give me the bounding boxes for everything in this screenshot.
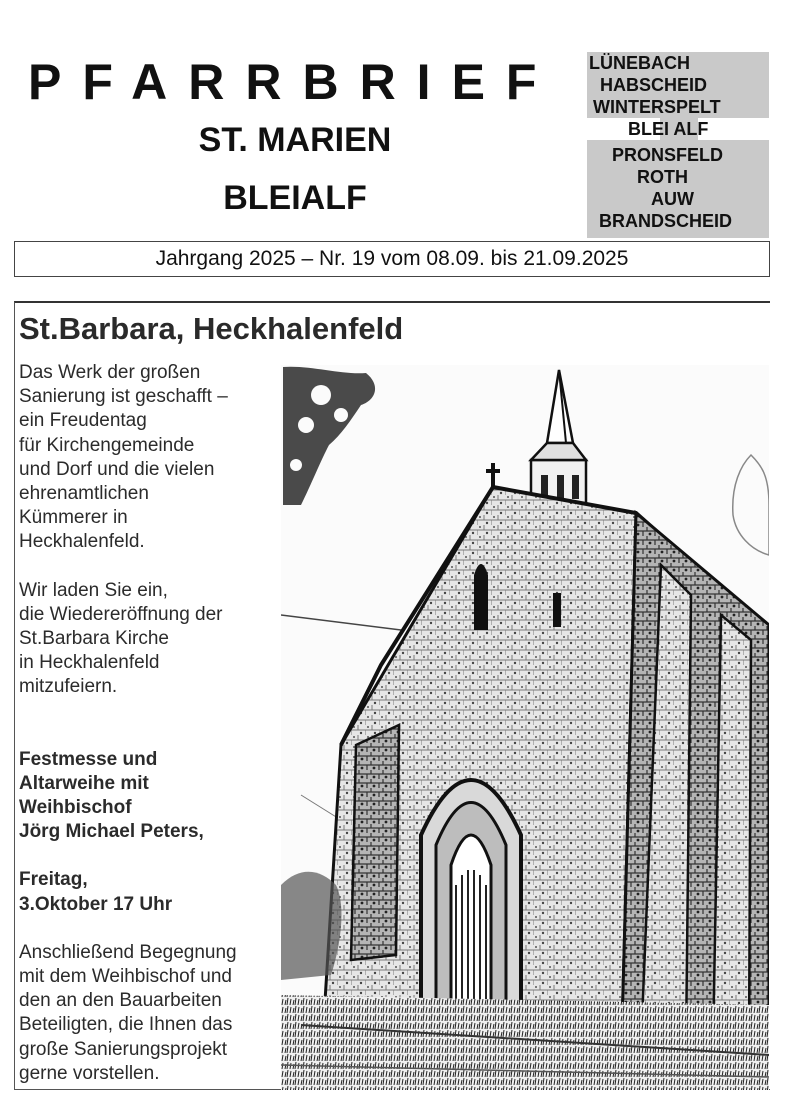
village-row: PRON SFELD (611, 145, 724, 165)
intro-paragraph: Das Werk der großen Sanierung ist geschafft – ein Freudentag für Kirchengemeinde und Dorf und die vielen ehrenamtlichen Kümmerer in Heckhalenfeld. (19, 362, 228, 553)
newsletter-title: PFARRBRIEF (28, 54, 558, 110)
village-row: WINTER SPELT (593, 97, 721, 117)
parish-name: ST. MARIEN (198, 121, 392, 159)
article-title: St.Barbara, Heckhalenfeld (19, 311, 404, 346)
article-text (19, 361, 281, 1086)
mass-info: Festmesse und Altarweihe mit Weihbischof Jörg Michael Peters, (19, 748, 204, 843)
village-row: BRAND SCHEID (599, 211, 733, 231)
church-photo (281, 365, 769, 1090)
village-row: HABSC HEID (599, 75, 708, 95)
village-row: BLE I ALF (628, 119, 709, 139)
closing-paragraph: Anschließend Begegnung mit dem Weihbischof und den an den Bauarbeiten Beteiligten, die Ihnen das große Sanierungsprojekt gerne vorstellen. (19, 941, 237, 1084)
village-row: LÜNEBA CH (589, 53, 690, 73)
village-row: A UW (651, 189, 694, 209)
invitation-paragraph: Wir laden Sie ein, die Wiedereröffnung der St.Barbara Kirche in Heckhalenfeld mitzufeiern. (19, 579, 223, 698)
issue-info: Jahrgang 2025 – Nr. 19 vom 08.09. bis 21.09.2025 (14, 241, 770, 277)
event-date: Freitag, 3.Oktober 17 Uhr (19, 869, 173, 915)
village-row: RO TH (637, 167, 688, 187)
parish-location: BLEIALF (223, 179, 367, 217)
article (14, 301, 770, 1090)
villages-acrostic (587, 52, 769, 238)
